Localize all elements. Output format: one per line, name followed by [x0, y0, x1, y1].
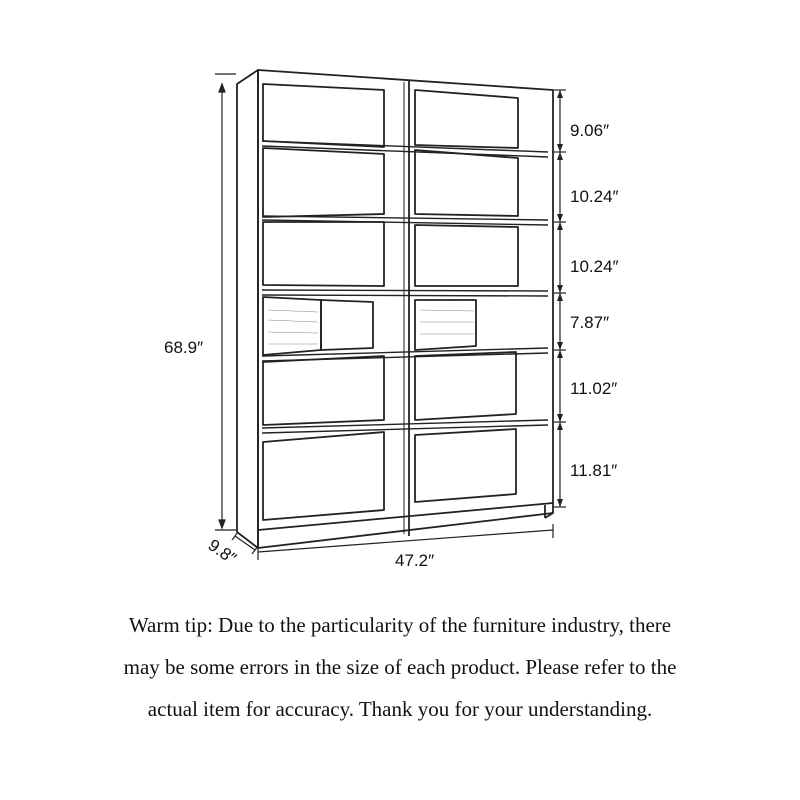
bookshelf-drawing — [237, 70, 553, 548]
bookshelf-side-panel — [237, 70, 258, 548]
warm-tip-line-2: may be some errors in the size of each product. Please refer to the — [123, 655, 677, 679]
shelf-height-label: 7.87″ — [570, 313, 610, 332]
total-height-label: 68.9″ — [164, 338, 204, 357]
shelf-height-label: 10.24″ — [570, 257, 619, 276]
shelf-height-label: 11.02″ — [570, 379, 618, 398]
shelf-boards — [262, 141, 548, 433]
warm-tip-line-3: actual item for accuracy. Thank you for your understanding. — [147, 697, 653, 721]
shelf-height-label: 10.24″ — [570, 187, 619, 206]
warm-tip-line-1: Warm tip: Due to the particularity of the furniture industry, there — [128, 613, 672, 637]
bookshelf-front-frame — [258, 70, 553, 548]
width-label: 47.2″ — [395, 551, 435, 570]
wood-grain — [268, 310, 474, 344]
shelf-height-label: 9.06″ — [570, 121, 610, 140]
depth-label: 9.8″ — [204, 535, 240, 569]
shelf-height-label: 11.81″ — [570, 461, 618, 480]
